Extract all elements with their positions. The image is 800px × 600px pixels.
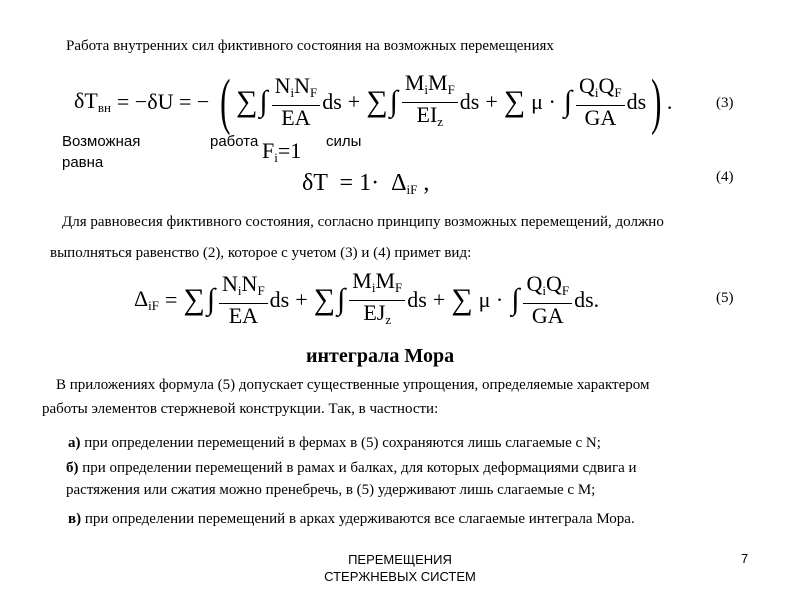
mohr-integral-title: интеграла Мора	[306, 345, 455, 367]
integral-symbol: ∫	[511, 283, 520, 316]
equation-4: $\delta T = 1\cdot \Delta_{iF}$ ,	[302, 170, 430, 197]
item-a: а) при определении перемещений в фермах в (5) сохраняются лишь слагаемые с N;	[68, 435, 601, 451]
eq5-lhs: $\Delta_{iF}$	[134, 286, 159, 313]
item-b-line-2: растяжения или сжатия можно пренебречь, в (5) удерживают лишь слагаемые с M;	[66, 482, 596, 498]
eq3-fraction-1: $\frac{N_iN_F}{EA}$	[272, 74, 321, 130]
mu: μ ·	[531, 89, 556, 114]
page-number: 7	[741, 551, 749, 566]
sum-symbol: ∑	[451, 283, 473, 316]
item-b-line-1: б) при определении перемещений в рамах и балках, для которых деформациями сдвига и	[66, 460, 637, 476]
right-paren: )	[651, 68, 662, 136]
ds: ds	[459, 89, 480, 114]
eq3-fraction-2: $\frac{M_iM_F}{EI_z}$	[402, 71, 458, 134]
heading: Работа внутренних сил фиктивного состояния на возможных перемещениях	[66, 38, 554, 54]
paragraph-2-line-1: В приложениях формула (5) допускает существенные упрощения, определяемые характером	[56, 377, 650, 393]
eq5-fraction-3: $\frac{Q_iQ_F}{GA}$	[523, 272, 572, 328]
overlap-word-4: равна	[62, 154, 104, 171]
equation-3	[74, 68, 673, 136]
overlap-word-3: силы	[326, 133, 362, 150]
fi-equals-one: $F_i=1$	[262, 138, 302, 165]
paragraph-1-line-1: Для равновесия фиктивного состояния, согласно принципу возможных перемещений, должно	[62, 214, 664, 230]
left-paren: (	[220, 68, 231, 136]
paragraph-1-line-2: выполняться равенство (2), которое с учетом (3) и (4) примет вид:	[50, 245, 472, 261]
ds: ds	[269, 287, 290, 312]
eq3-lhs2: = −δU = −	[116, 89, 210, 114]
equation-number-4: (4)	[716, 169, 734, 185]
ds: ds	[322, 89, 342, 114]
eq5-fraction-2: $\frac{M_iM_F}{EJ_z}$	[349, 269, 405, 332]
mu: μ ·	[478, 287, 504, 312]
paragraph-2-line-2: работы элементов стержневой конструкции. Так, в частности:	[42, 401, 439, 417]
ds: ds	[626, 89, 647, 114]
eq3-lhs: $\delta T_{вн}$	[74, 88, 111, 115]
sum-symbol: ∑	[503, 85, 526, 118]
eq5-end: ds.	[574, 287, 600, 312]
item-c: в) при определении перемещений в арках удерживаются все слагаемые интеграла Мора.	[68, 511, 635, 527]
plus: +	[485, 89, 498, 114]
integral-symbol: ∫	[259, 85, 268, 118]
overlap-word-1: Возможная	[62, 133, 141, 150]
equation-number-3: (3)	[716, 95, 734, 111]
sum-symbol: ∑	[235, 85, 258, 118]
integral-symbol: ∫	[563, 85, 573, 118]
equation-5	[134, 267, 600, 330]
integral-symbol: ∫	[206, 283, 216, 316]
ds: ds	[407, 287, 427, 312]
sum-symbol: ∑	[183, 283, 205, 316]
plus: +	[295, 287, 308, 312]
eq3-fraction-3: $\frac{Q_iQ_F}{GA}$	[576, 74, 625, 130]
plus: +	[432, 287, 446, 312]
integral-symbol: ∫	[337, 283, 346, 316]
footer-title: ПЕРЕМЕЩЕНИЯ СТЕРЖНЕВЫХ СИСТЕМ	[324, 552, 476, 584]
plus: +	[347, 89, 361, 114]
equation-number-5: (5)	[716, 290, 734, 306]
eq5-fraction-1: $\frac{N_iN_F}{EA}$	[219, 272, 268, 328]
sum-symbol: ∑	[366, 85, 388, 118]
eq5-equals: =	[165, 287, 178, 312]
sum-symbol: ∑	[313, 283, 336, 316]
overlap-word-2: работа	[210, 133, 259, 150]
eq3-end: .	[666, 89, 673, 114]
integral-symbol: ∫	[389, 85, 398, 118]
